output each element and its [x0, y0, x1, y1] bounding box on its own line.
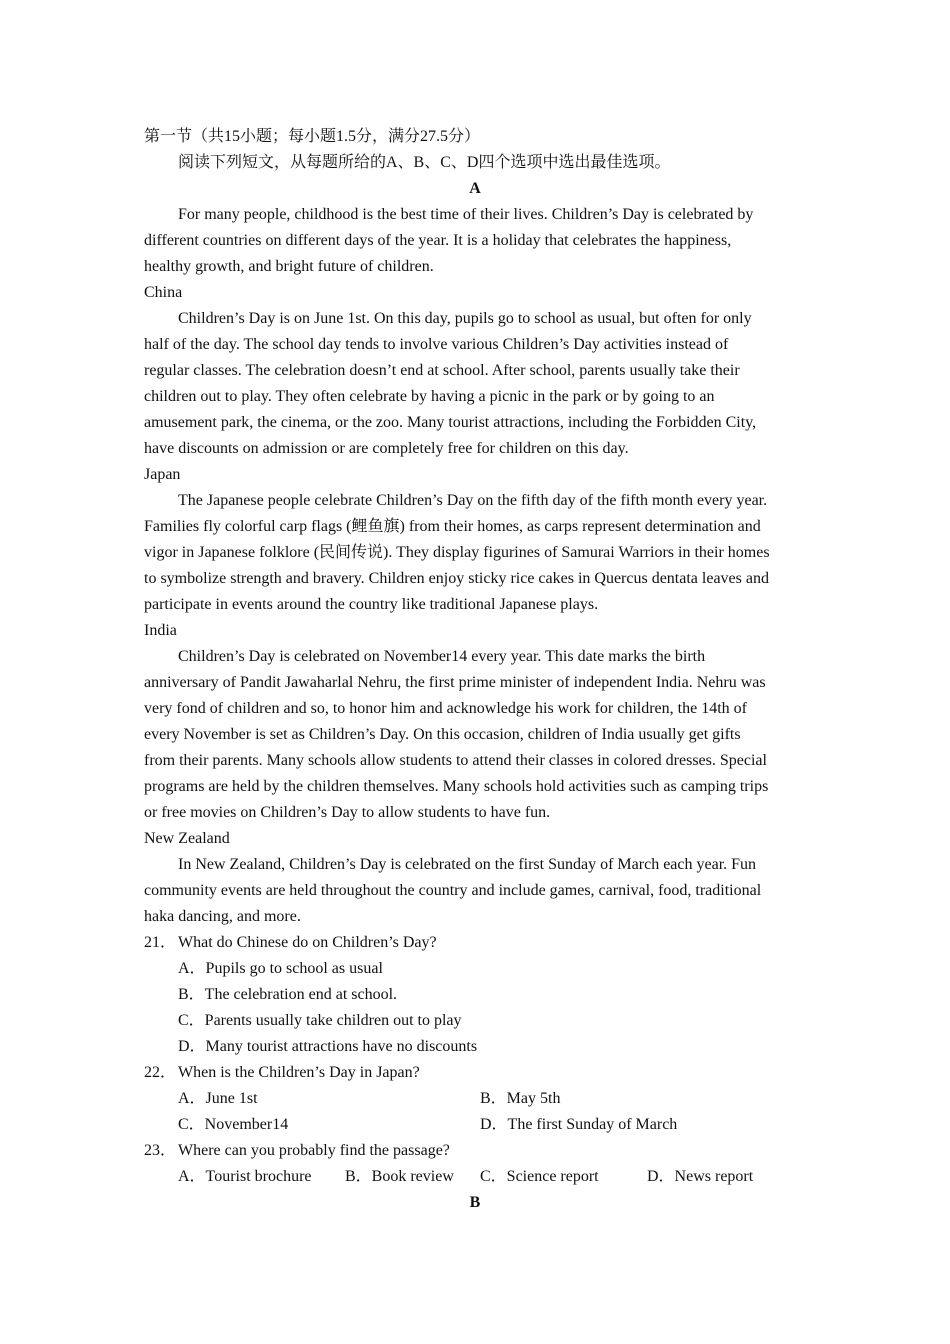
- paragraph-line: Families fly colorful carp flags (鲤鱼旗) from their homes, as carps represent determination and: [144, 518, 761, 535]
- paragraph-line: The Japanese people celebrate Children’s Day on the fifth day of the fifth month every year.: [178, 492, 768, 509]
- options-row: [144, 1164, 814, 1190]
- paragraph-line: half of the day. The school day tends to involve various Children’s Day activities instead of: [144, 336, 729, 353]
- question-number: 21．: [144, 934, 177, 951]
- option: C．November14: [178, 1116, 289, 1133]
- question-21: [144, 930, 814, 956]
- paragraph-line: programs are held by the children themselves. Many schools hold activities such as camping trips: [144, 778, 769, 795]
- paragraph-line: regular classes. The celebration doesn’t end at school. After school, parents usually take their: [144, 362, 740, 379]
- passage-b-label: B: [469, 1194, 481, 1211]
- question-text: Where can you probably find the passage?: [178, 1142, 450, 1159]
- paragraph-line: In New Zealand, Children’s Day is celebrated on the first Sunday of March each year. Fun: [178, 856, 757, 873]
- section-heading: China: [144, 284, 183, 301]
- section-heading: Japan: [144, 466, 181, 483]
- option: A．Tourist brochure: [178, 1168, 312, 1185]
- paragraph-line: healthy growth, and bright future of children.: [144, 258, 434, 275]
- option: B．Book review: [345, 1168, 454, 1185]
- option: D．News report: [647, 1168, 754, 1185]
- paragraph-line: Children’s Day is on June 1st. On this day, pupils go to school as usual, but often for only: [178, 310, 752, 327]
- option: A．June 1st: [178, 1090, 258, 1107]
- paragraph-line: haka dancing, and more.: [144, 908, 301, 925]
- paragraph-line: every November is set as Children’s Day. On this occasion, children of India usually get gifts: [144, 726, 741, 743]
- options-row: [144, 956, 814, 982]
- instruction: 阅读下列短文，从每题所给的A、B、C、D四个选项中选出最佳选项。: [178, 154, 671, 171]
- paragraph-line: to symbolize strength and bravery. Children enjoy sticky rice cakes in Quercus dentata leaves and: [144, 570, 769, 587]
- passage-a: [144, 202, 814, 930]
- option: A．Pupils go to school as usual: [178, 960, 383, 977]
- exam-document: [144, 124, 814, 1216]
- paragraph-line: vigor in Japanese folklore (民间传说). They display figurines of Samurai Warriors in their homes: [144, 544, 770, 561]
- options-row: [144, 1034, 814, 1060]
- question-23: [144, 1138, 814, 1164]
- question-text: What do Chinese do on Children’s Day?: [178, 934, 437, 951]
- paragraph-line: Children’s Day is celebrated on November14 every year. This date marks the birth: [178, 648, 706, 665]
- section-header: 第一节（共15小题；每小题1.5分，满分27.5分）: [144, 128, 481, 145]
- paragraph-line: participate in events around the country like traditional Japanese plays.: [144, 596, 599, 613]
- section-heading: New Zealand: [144, 830, 230, 847]
- options-row: [144, 1086, 814, 1112]
- option: B．May 5th: [480, 1090, 561, 1107]
- paragraph-line: or free movies on Children’s Day to allow students to have fun.: [144, 804, 551, 821]
- paragraph-line: from their parents. Many schools allow students to attend their classes in colored dresses. Special: [144, 752, 767, 769]
- paragraph-line: community events are held throughout the country and include games, carnival, food, traditional: [144, 882, 762, 899]
- questions: [144, 930, 814, 1190]
- passage-a-label: A: [469, 180, 481, 197]
- paragraph-line: anniversary of Pandit Jawaharlal Nehru, the first prime minister of independent India. Nehru was: [144, 674, 766, 691]
- option: D．The first Sunday of March: [480, 1116, 678, 1133]
- question-22: [144, 1060, 814, 1086]
- option: D．Many tourist attractions have no discounts: [178, 1038, 478, 1055]
- option: C．Science report: [480, 1168, 599, 1185]
- option: B．The celebration end at school.: [178, 986, 398, 1003]
- paragraph-line: amusement park, the cinema, or the zoo. Many tourist attractions, including the Forbidden City,: [144, 414, 757, 431]
- options-row: [144, 982, 814, 1008]
- question-number: 22．: [144, 1064, 177, 1081]
- section-heading: India: [144, 622, 177, 639]
- paragraph-line: have discounts on admission or are completely free for children on this day.: [144, 440, 629, 457]
- paragraph-line: different countries on different days of the year. It is a holiday that celebrates the happiness,: [144, 232, 732, 249]
- paragraph-line: children out to play. They often celebrate by having a picnic in the park or by going to an: [144, 388, 715, 405]
- options-row: [144, 1112, 814, 1138]
- options-row: [144, 1008, 814, 1034]
- option: C．Parents usually take children out to play: [178, 1012, 462, 1029]
- question-number: 23．: [144, 1142, 177, 1159]
- paragraph-line: For many people, childhood is the best time of their lives. Children’s Day is celebrated by: [178, 206, 754, 223]
- question-text: When is the Children’s Day in Japan?: [178, 1064, 420, 1081]
- paragraph-line: very fond of children and so, to honor him and acknowledge his work for children, the 14th of: [144, 700, 747, 717]
